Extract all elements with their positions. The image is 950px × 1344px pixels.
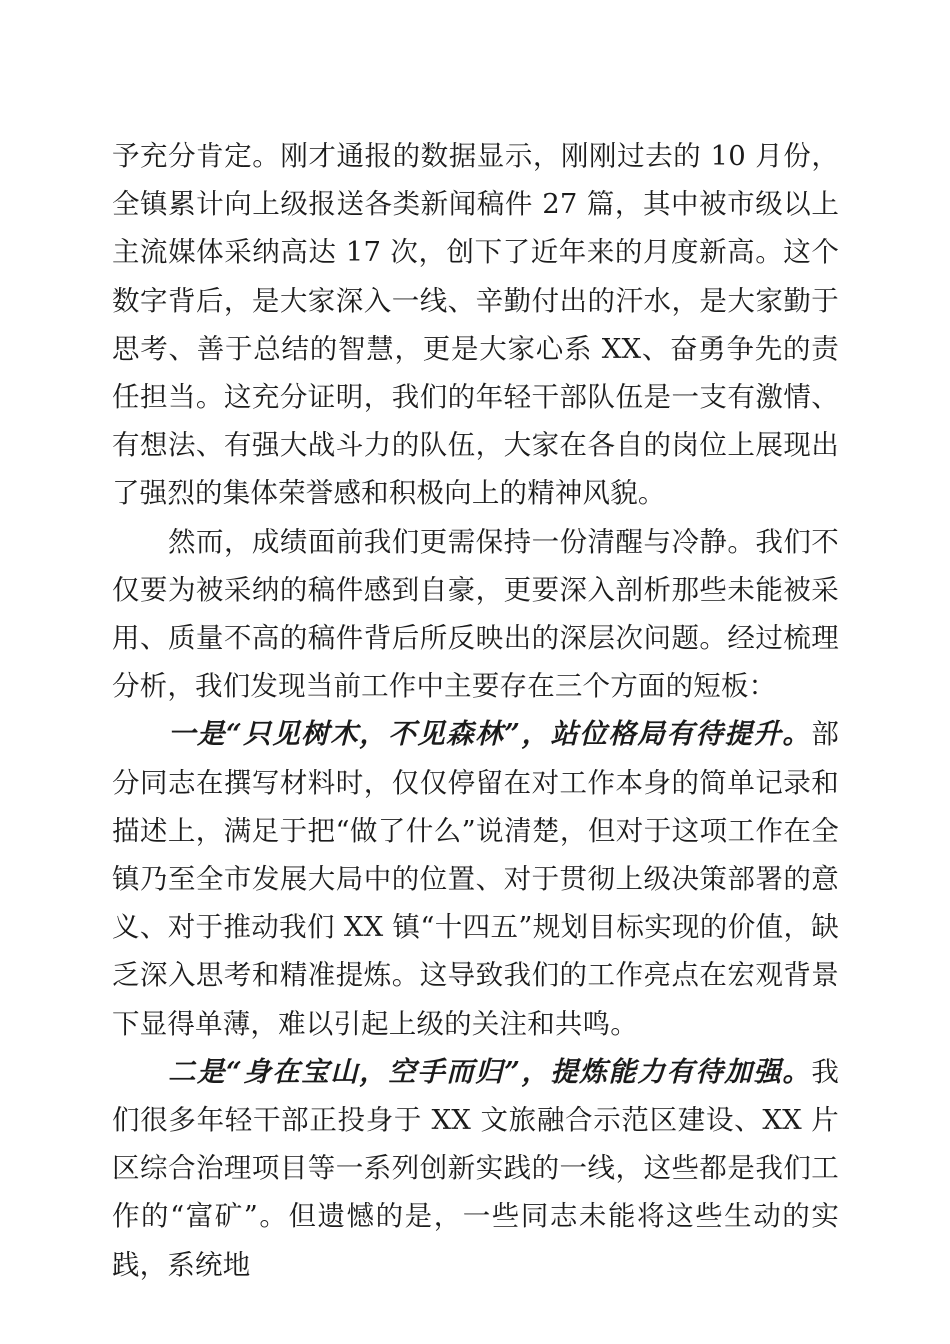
paragraph-text: 予充分肯定。刚才通报的数据显示，刚刚过去的 10 月份，全镇累计向上级报送各类新闻稿件 27 篇，其中被市级以上主流媒体采纳高达 17 次，创下了近年来的月度新高。这个数字背后，是大家深入一线、辛勤付出的汗水，是大家勤于思考、善于总结的智慧，更是大家心系 XX、奋勇争先的责任担当。这充分证明，我们的年轻干部队伍是一支有激情、有想法、有强大战斗力的队伍，大家在各自的岗位上展现出了强烈的集体荣誉感和积极向上的精神风貌。 — [112, 140, 839, 510]
paragraph-shortcoming-two — [112, 1048, 839, 1289]
heading-emphasis-two: 二是“身在宝山，空手而归”，提炼能力有待加强。 — [168, 1055, 812, 1088]
paragraph-sober-reflection — [112, 518, 839, 711]
paragraph-continued-achievements — [112, 132, 839, 518]
body-text-column — [112, 132, 839, 1289]
paragraph-text: 然而，成绩面前我们更需保持一份清醒与冷静。我们不仅要为被采纳的稿件感到自豪，更要深入剖析那些未能被采用、质量不高的稿件背后所反映出的深层次问题。经过梳理分析，我们发现当前工作中主要存在三个方面的短板： — [112, 525, 839, 703]
heading-emphasis-one: 一是“只见树木，不见森林”，站位格局有待提升。 — [168, 718, 812, 751]
paragraph-text: 部分同志在撰写材料时，仅仅停留在对工作本身的简单记录和描述上，满足于把“做了什么”说清楚，但对于这项工作在全镇乃至全市发展大局中的位置、对于贯彻上级决策部署的意义、对于推动我们 XX 镇“十四五”规划目标实现的价值，缺乏深入思考和精准提炼。这导致我们的工作亮点在宏观背景下显得单薄，难以引起上级的关注和共鸣。 — [112, 718, 839, 1040]
paragraph-text: 我们很多年轻干部正投身于 XX 文旅融合示范区建设、XX 片区综合治理项目等一系列创新实践的一线，这些都是我们工作的“富矿”。但遗憾的是，一些同志未能将这些生动的实践，系统地 — [112, 1055, 839, 1281]
paragraph-shortcoming-one — [112, 710, 839, 1047]
